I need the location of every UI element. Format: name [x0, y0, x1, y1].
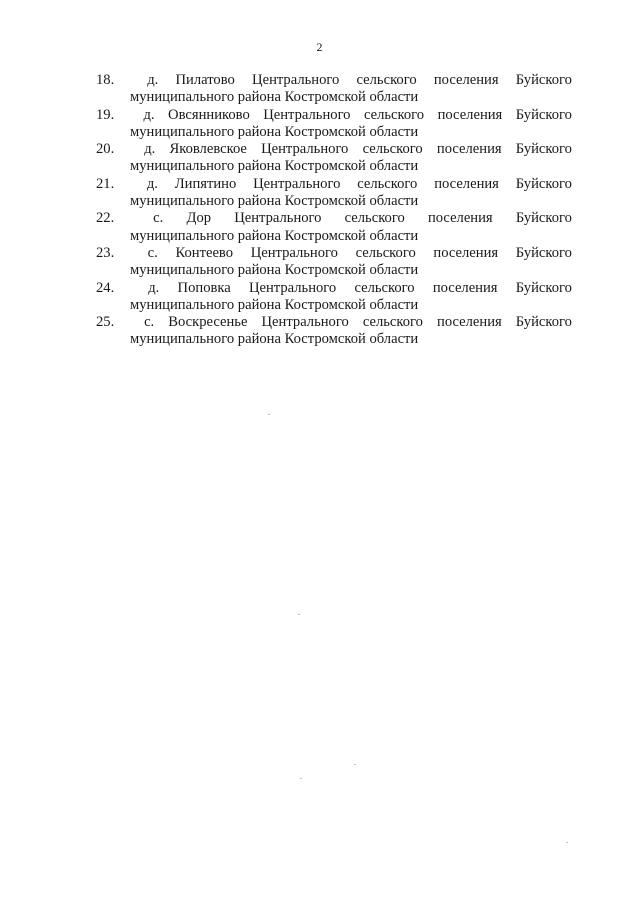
word: поселения	[433, 72, 499, 88]
word: Центрального	[261, 141, 349, 158]
list-item-line1	[96, 141, 572, 158]
word: сельского	[355, 244, 416, 261]
word: сельского	[356, 72, 417, 88]
list-item-line2: муниципального района Костромской области	[130, 227, 419, 244]
word: сельского	[362, 314, 423, 331]
settlement-name: Контеево	[175, 244, 234, 261]
word: поселения	[427, 210, 493, 227]
word: Центрального	[261, 314, 349, 331]
settlement-type: д.	[146, 175, 158, 192]
word: Буйского	[515, 314, 572, 331]
list-item-line2: муниципального района Костромской области	[130, 89, 419, 106]
settlement-type: с.	[153, 210, 164, 227]
item-number: 23.	[96, 244, 115, 261]
settlement-name: Пилатово	[175, 72, 235, 88]
list-item-line2: муниципального района Костромской области	[130, 331, 419, 348]
item-number: 22.	[96, 210, 115, 227]
word: Центрального	[248, 279, 337, 296]
word: поселения	[436, 141, 502, 158]
word: сельского	[363, 106, 425, 123]
word: Буйского	[515, 141, 572, 158]
item-number: 20.	[96, 141, 115, 158]
settlement-type: д.	[147, 72, 159, 88]
item-number: 19.	[96, 106, 115, 123]
item-number: 24.	[96, 279, 115, 296]
settlement-name: Липятино	[174, 175, 237, 192]
settlement-list	[96, 72, 572, 349]
item-number: 18.	[96, 72, 115, 88]
scan-speck	[268, 414, 270, 415]
list-item	[96, 280, 572, 315]
word: Буйского	[515, 106, 572, 123]
item-number: 21.	[96, 175, 115, 192]
list-item	[96, 72, 572, 107]
word: сельского	[354, 279, 415, 296]
word: Буйского	[515, 244, 572, 261]
settlement-name: Дор	[186, 210, 212, 227]
list-item-line1	[96, 210, 572, 227]
list-item	[96, 210, 572, 245]
settlement-name: Овсянниково	[168, 106, 250, 123]
settlement-type: д.	[144, 141, 156, 158]
settlement-type: д.	[143, 106, 155, 123]
list-item	[96, 245, 572, 280]
word: Буйского	[515, 210, 572, 227]
list-item-line1	[96, 107, 572, 124]
list-item-line1	[96, 314, 572, 331]
list-item	[96, 107, 572, 142]
item-number: 25.	[96, 314, 115, 331]
list-item-line2: муниципального района Костромской области	[130, 296, 419, 313]
word: поселения	[434, 175, 499, 192]
list-item-line2: муниципального района Костромской области	[130, 193, 419, 210]
word: поселения	[433, 244, 499, 261]
word: сельского	[344, 210, 405, 227]
word: Центрального	[263, 106, 351, 123]
list-item-line1	[96, 72, 572, 89]
word: поселения	[437, 314, 502, 331]
list-item-line2: муниципального района Костромской области	[130, 262, 419, 279]
page-number: 2	[316, 40, 323, 54]
list-item	[96, 141, 572, 176]
settlement-name: Воскресенье	[168, 314, 248, 331]
word: Центрального	[250, 244, 338, 261]
word: Буйского	[515, 279, 572, 296]
word: сельского	[357, 175, 418, 192]
settlement-type: д.	[148, 279, 160, 296]
word: Центрального	[234, 210, 322, 227]
settlement-type: с.	[147, 244, 158, 261]
word: Буйского	[515, 72, 572, 88]
word: Буйского	[515, 175, 572, 192]
word: Центрального	[253, 175, 341, 192]
settlement-name: Яковлевское	[169, 141, 247, 158]
settlement-name: Поповка	[177, 279, 231, 296]
scan-speck	[354, 764, 356, 765]
list-item-line2: муниципального района Костромской области	[130, 158, 419, 175]
list-item	[96, 314, 572, 349]
scan-speck	[566, 842, 568, 843]
scan-speck	[298, 614, 300, 615]
list-item-line2: муниципального района Костромской области	[130, 123, 419, 140]
list-item-line1	[96, 176, 572, 193]
list-item-line1	[96, 245, 572, 262]
word: поселения	[437, 106, 503, 123]
word: сельского	[362, 141, 423, 158]
settlement-type: с.	[144, 314, 155, 331]
word: поселения	[432, 279, 498, 296]
list-item	[96, 176, 572, 211]
scan-speck	[300, 778, 302, 779]
word: Центрального	[252, 72, 340, 88]
list-item-line1	[96, 280, 572, 297]
